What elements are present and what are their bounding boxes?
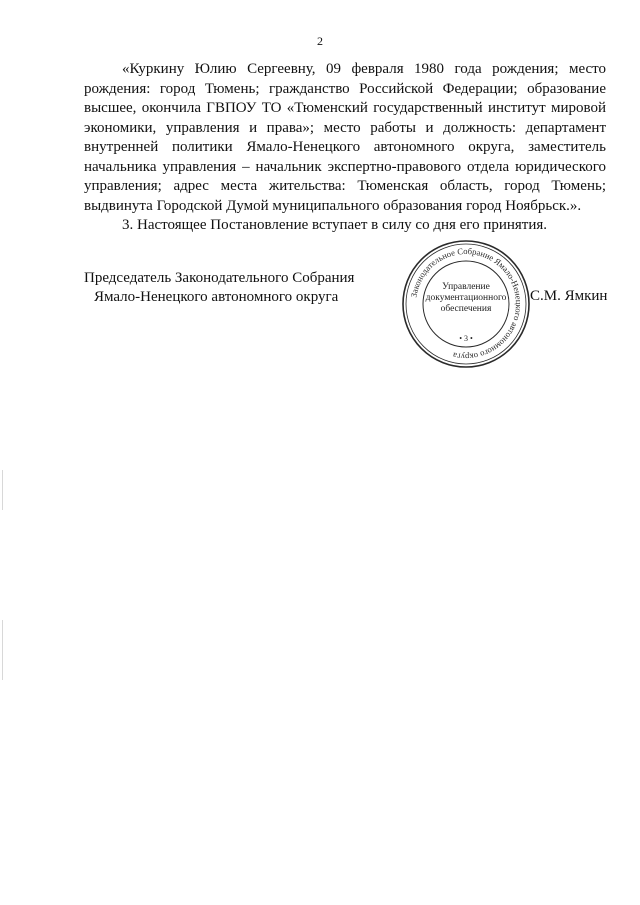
paragraph-appointee: «Куркину Юлию Сергеевну, 09 февраля 1980 года рождения; место рождения: город Тюмень; гражданство Российской Федерации; образование высшее, окончила ГВПОУ ТО «Тюменский государственный институт мировой экономики, управления и права»; место работы и должность: департамент внутренней политики Ямало-Ненецкого автономного округа, заместитель начальника управления – начальник экспертно-правового отдела юридического управления; адрес места жительства: Тюменская область, город Тюмень; выдвинута Городской Думой муниципального образования город Ноябрьск.». (84, 61, 606, 214)
stamp-center-line3: обеспечения (440, 304, 492, 314)
stamp-ring-text: Законодательное Собрание Ямало-Ненецкого автономного округа (408, 245, 525, 363)
page-number: 2 (317, 34, 323, 48)
document-body (84, 60, 606, 236)
signature-title-line1: Председатель Законодательного Собрания (84, 270, 355, 286)
stamp-center-line1: Управление (442, 282, 490, 292)
signer-name: С.М. Ямкин (530, 288, 608, 304)
official-stamp (400, 238, 532, 370)
stamp-center-text (422, 282, 510, 315)
signature-title-line2: Ямало-Ненецкого автономного округа (94, 289, 339, 305)
stamp-number: • 3 • (459, 334, 473, 343)
scan-edge-mark (2, 470, 3, 510)
scan-edge-mark (2, 620, 3, 680)
paragraph-effective-date: 3. Настоящее Постановление вступает в силу со дня его принятия. (122, 217, 548, 233)
stamp-center-line2: документационного (425, 293, 507, 303)
signature-title (84, 269, 354, 307)
